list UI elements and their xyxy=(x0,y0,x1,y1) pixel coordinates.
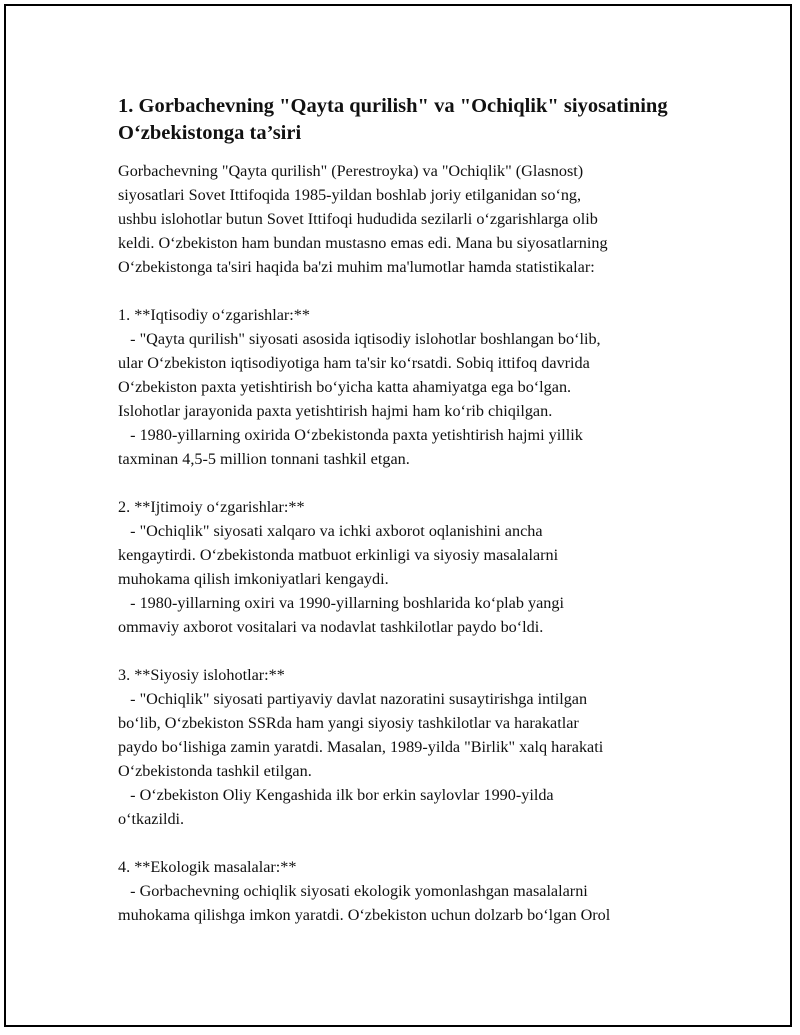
text-line: - O‘zbekiston Oliy Kengashida ilk bor erkin saylovlar 1990-yilda xyxy=(118,786,554,804)
text-line: - "Qayta qurilish" siyosati asosida iqtisodiy islohotlar boshlangan bo‘lib, xyxy=(118,330,601,348)
text-line: keldi. O‘zbekiston ham bundan mustasno emas edi. Mana bu siyosatlarning xyxy=(118,234,608,252)
section-heading: 3. **Siyosiy islohotlar:** xyxy=(118,666,285,684)
section-heading: 2. **Ijtimoiy o‘zgarishlar:** xyxy=(118,498,305,516)
text-line: muhokama qilishga imkon yaratdi. O‘zbekiston uchun dolzarb bo‘lgan Orol xyxy=(118,906,611,924)
text-line: - "Ochiqlik" siyosati xalqaro va ichki axborot oqlanishini ancha xyxy=(118,522,543,540)
title-line: 1. Gorbachevning "Qayta qurilish" va "Ochiqlik" siyosatining xyxy=(118,95,668,117)
text-line: - Gorbachevning ochiqlik siyosati ekologik yomonlashgan masalalarni xyxy=(118,882,588,900)
text-line: kengaytirdi. O‘zbekistonda matbuot erkinligi va siyosiy masalalarni xyxy=(118,546,559,564)
text-line: - 1980-yillarning oxirida O‘zbekistonda paxta yetishtirish hajmi yillik xyxy=(118,426,583,444)
text-line: Islohotlar jarayonida paxta yetishtirish hajmi ham ko‘rib chiqilgan. xyxy=(118,402,553,420)
document-body xyxy=(118,159,718,927)
section-ecological xyxy=(118,855,718,927)
paragraph-gap xyxy=(118,471,718,495)
text-line: - 1980-yillarning oxiri va 1990-yillarning boshlarida ko‘plab yangi xyxy=(118,594,564,612)
text-line: ommaviy axborot vositalari va nodavlat tashkilotlar paydo bo‘ldi. xyxy=(118,618,544,636)
document-title xyxy=(118,93,718,147)
text-line: paydo bo‘lishiga zamin yaratdi. Masalan, 1989-yilda "Birlik" xalq harakati xyxy=(118,738,604,756)
document-page xyxy=(118,93,718,927)
text-line: o‘tkazildi. xyxy=(118,810,185,828)
paragraph-gap xyxy=(118,279,718,303)
text-line: muhokama qilish imkoniyatlari kengaydi. xyxy=(118,570,389,588)
text-line: taxminan 4,5-5 million tonnani tashkil etgan. xyxy=(118,450,410,468)
text-line: - "Ochiqlik" siyosati partiyaviy davlat nazoratini susaytirishga intilgan xyxy=(118,690,588,708)
title-line: O‘zbekistonga ta’siri xyxy=(118,122,302,144)
text-line: O‘zbekiston paxta yetishtirish bo‘yicha katta ahamiyatga ega bo‘lgan. xyxy=(118,378,572,396)
text-line: bo‘lib, O‘zbekiston SSRda ham yangi siyosiy tashkilotlar va harakatlar xyxy=(118,714,579,732)
text-line: O‘zbekistonga ta'siri haqida ba'zi muhim ma'lumotlar hamda statistikalar: xyxy=(118,258,595,276)
paragraph-gap xyxy=(118,639,718,663)
text-line: ular O‘zbekiston iqtisodiyotiga ham ta'sir ko‘rsatdi. Sobiq ittifoq davrida xyxy=(118,354,590,372)
text-line: siyosatlari Sovet Ittifoqida 1985-yildan boshlab joriy etilganidan so‘ng, xyxy=(118,186,582,204)
text-line: Gorbachevning "Qayta qurilish" (Perestroyka) va "Ochiqlik" (Glasnost) xyxy=(118,162,584,180)
paragraph-gap xyxy=(118,831,718,855)
section-heading: 1. **Iqtisodiy o‘zgarishlar:** xyxy=(118,306,310,324)
text-line: O‘zbekistonda tashkil etilgan. xyxy=(118,762,312,780)
section-economic xyxy=(118,303,718,471)
section-heading: 4. **Ekologik masalalar:** xyxy=(118,858,297,876)
section-political xyxy=(118,663,718,831)
section-social xyxy=(118,495,718,639)
intro-paragraph xyxy=(118,159,718,279)
text-line: ushbu islohotlar butun Sovet Ittifoqi hududida sezilarli o‘zgarishlarga olib xyxy=(118,210,598,228)
